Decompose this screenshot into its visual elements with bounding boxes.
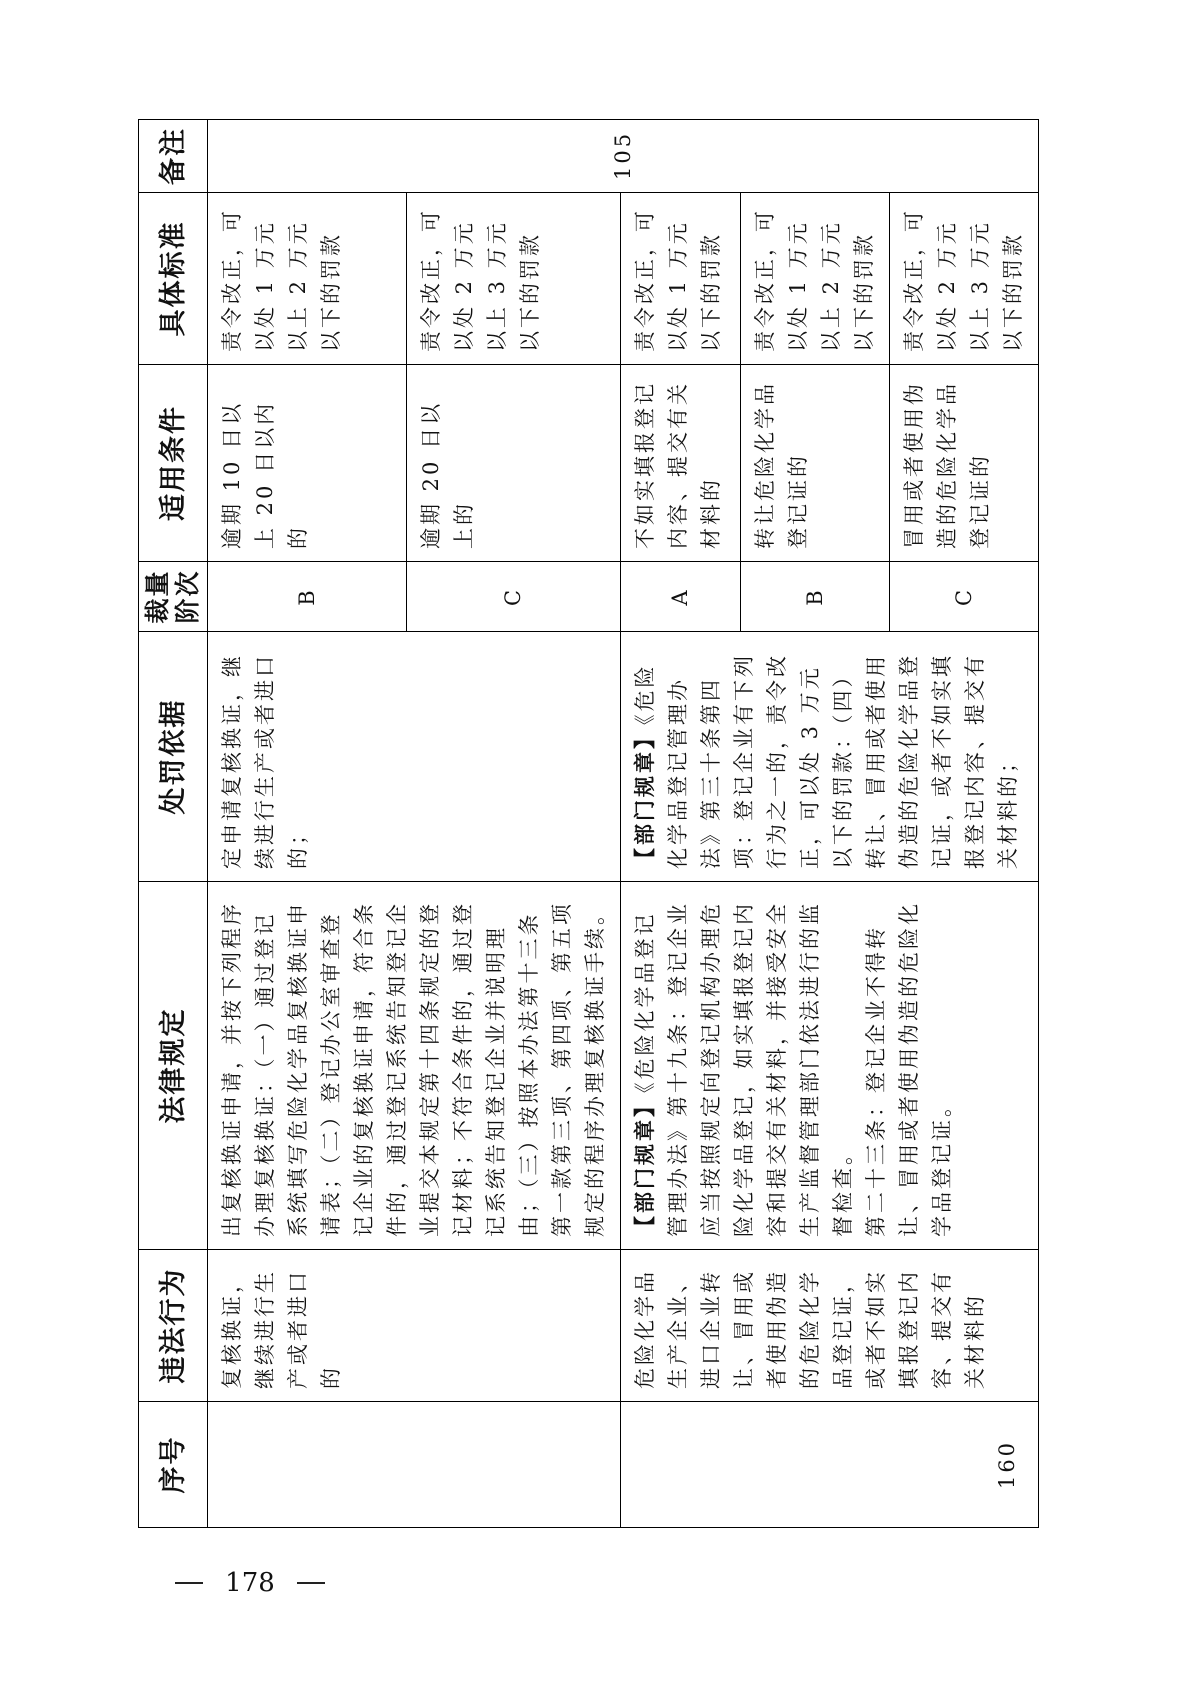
grade-cell: B: [741, 562, 890, 632]
act-cell: 危险化学品生产企业、进口企业转让、冒用或者使用伪造的危险化学品登记证，或者不如实填报登记内容、提交有关材料的: [621, 1250, 1039, 1402]
header-law: 法律规定: [139, 882, 208, 1250]
law-lead: 【部门规章】: [633, 1093, 657, 1237]
remark-cell: 105: [208, 120, 1039, 193]
header-seq: 序号: [139, 1402, 208, 1528]
condition-cell: 转让危险化学品登记证的: [741, 365, 890, 562]
basis-text: 《危险化学品登记管理办法》第三十条第四项：登记企业有下列行为之一的，责令改正，可以处 3 万元以下的罚款：（四）转让、冒用或者使用伪造的危险化学品登记证，或者不如实填报登记内容、提交有关材料的；: [633, 653, 1020, 869]
header-basis: 处罚依据: [139, 632, 208, 882]
grade-cell: A: [621, 562, 741, 632]
grade-cell: C: [890, 562, 1039, 632]
header-grade: 裁量阶次: [139, 562, 208, 632]
grade-cell: C: [407, 562, 621, 632]
basis-lead: 【部门规章】: [633, 725, 657, 869]
rotated-table-wrapper: [138, 120, 1025, 1528]
page-number: [175, 1563, 325, 1603]
penalty-table: [138, 119, 1039, 1528]
basis-cell: [621, 632, 1039, 882]
law-cell: [621, 882, 1039, 1250]
seq-cell: 160: [621, 1402, 1039, 1528]
standard-cell: 责令改正，可以处 1 万元以下的罚款: [621, 193, 741, 365]
table-row: [208, 120, 407, 1528]
condition-cell: 不如实填报登记内容、提交有关材料的: [621, 365, 741, 562]
law-cell: 出复核换证申请，并按下列程序办理复核换证：（一）通过登记系统填写危险化学品复核换证申请表；（二）登记办公室审查登记企业的复核换证申请，符合条件的，通过登记系统告知登记企业提交本规定第十四条规定的登记材料；不符合条件的，通过登记系统告知登记企业并说明理由；（三）按照本办法第十三条第一款第三项、第四项、第五项规定的程序办理复核换证手续。: [208, 882, 621, 1250]
header-act: 违法行为: [139, 1250, 208, 1402]
page-number-text: 178: [225, 1568, 275, 1598]
law-paragraph: [629, 894, 860, 1237]
act-cell: 复核换证，继续进行生产或者进口的: [208, 1250, 621, 1402]
standard-cell: 责令改正，可以处 1 万元以上 2 万元以下的罚款: [208, 193, 407, 365]
header-row: [139, 120, 208, 1528]
standard-cell: 责令改正，可以处 2 万元以上 3 万元以下的罚款: [890, 193, 1039, 365]
standard-cell: 责令改正，可以处 1 万元以上 2 万元以下的罚款: [741, 193, 890, 365]
law-paragraph: 第二十三条：登记企业不得转让、冒用或者使用伪造的危险化学品登记证。: [864, 901, 954, 1237]
condition-cell: 逾期 20 日以上的: [407, 365, 621, 562]
seq-cell-empty: [208, 1402, 621, 1528]
grade-cell: B: [208, 562, 407, 632]
condition-cell: 冒用或者使用伪造的危险化学品登记证的: [890, 365, 1039, 562]
basis-cell: 定申请复核换证，继续进行生产或者进口的；: [208, 632, 621, 882]
header-standard: 具体标准: [139, 193, 208, 365]
table-row: [621, 120, 741, 1528]
header-remark: 备注: [139, 120, 208, 193]
law-text: 《危险化学品登记管理办法》第十九条：登记企业应当按照规定向登记机构办理危险化学品登记，如实填报登记内容和提交有关材料，并接受安全生产监督管理部门依法进行的监督检查。: [633, 901, 855, 1237]
standard-cell: 责令改正，可以处 2 万元以上 3 万元以下的罚款: [407, 193, 621, 365]
condition-cell: 逾期 10 日以上 20 日以内的: [208, 365, 407, 562]
dash-left: [175, 1582, 203, 1584]
dash-right: [297, 1582, 325, 1584]
header-condition: 适用条件: [139, 365, 208, 562]
